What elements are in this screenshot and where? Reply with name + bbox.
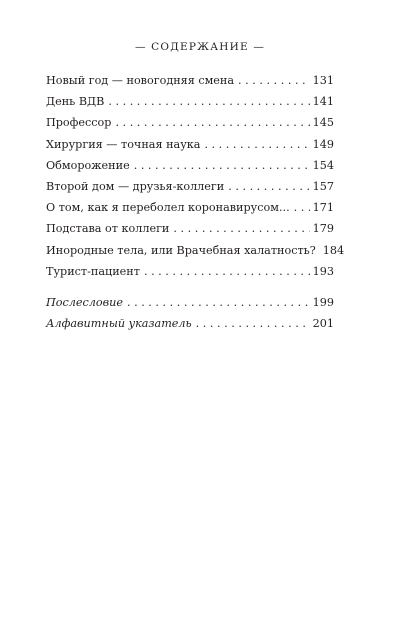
toc-entry (46, 70, 334, 91)
toc-entry-page: 201 (312, 317, 334, 331)
toc-entry-page: 149 (312, 137, 334, 151)
dot-leader (228, 176, 309, 197)
toc-entry-title: Турист-пациент (46, 264, 140, 278)
toc-entry-title: День ВДВ (46, 95, 105, 109)
dot-leader (294, 197, 310, 218)
toc-heading: — СОДЕРЖАНИЕ — (134, 41, 266, 53)
dot-leader (127, 292, 310, 313)
toc-entry-title: Обморожение (46, 158, 130, 172)
toc-entry (46, 197, 334, 218)
toc-entry-page: 141 (312, 95, 334, 109)
toc-entry (46, 91, 334, 112)
dot-leader (204, 134, 309, 155)
toc-entry-page: 184 (322, 243, 345, 257)
dot-leader (115, 112, 309, 133)
toc-entry-title: Инородные тела, или Врачебная халатность? (46, 243, 316, 257)
dot-leader (144, 261, 310, 282)
dot-leader (108, 91, 309, 112)
section-gap (46, 282, 334, 292)
toc-entry-page: 171 (312, 201, 334, 215)
toc-entry-page: 154 (312, 158, 334, 172)
toc-entry-title: Послесловие (46, 295, 123, 309)
toc-entry-page: 199 (312, 295, 334, 309)
dot-leader (238, 70, 310, 91)
toc-entry-page: 131 (312, 74, 334, 87)
toc-entry-title: Хирургия — точная наука (46, 137, 201, 151)
toc-entry (46, 261, 334, 282)
toc-entry-title: Алфавитный указатель (46, 317, 192, 331)
toc-entry (46, 240, 345, 261)
toc-entry-index (46, 313, 334, 334)
toc-entry-title: Профессор (46, 116, 112, 130)
dot-leader (134, 155, 310, 176)
toc-entry-title: Новый год — новогодняя смена (46, 74, 235, 87)
toc-entry-title: Подстава от коллеги (46, 222, 170, 236)
dot-leader (196, 313, 310, 334)
dot-leader (173, 218, 309, 239)
toc-entry (46, 134, 334, 155)
toc-entry-title: О том, как я переболел коронавирусом... (46, 201, 290, 215)
toc-entry (46, 176, 334, 197)
toc-entry-page: 157 (312, 179, 334, 193)
toc-entry-afterword (46, 292, 334, 313)
toc-entry-page: 179 (312, 222, 334, 236)
toc-entry-title: Второй дом — друзья-коллеги (46, 179, 225, 193)
toc-entry (46, 112, 334, 133)
toc-list (46, 70, 345, 334)
toc-entry (46, 218, 334, 239)
toc-entry-page: 193 (312, 264, 334, 278)
toc-entry-page: 145 (312, 116, 334, 130)
toc-entry (46, 155, 334, 176)
